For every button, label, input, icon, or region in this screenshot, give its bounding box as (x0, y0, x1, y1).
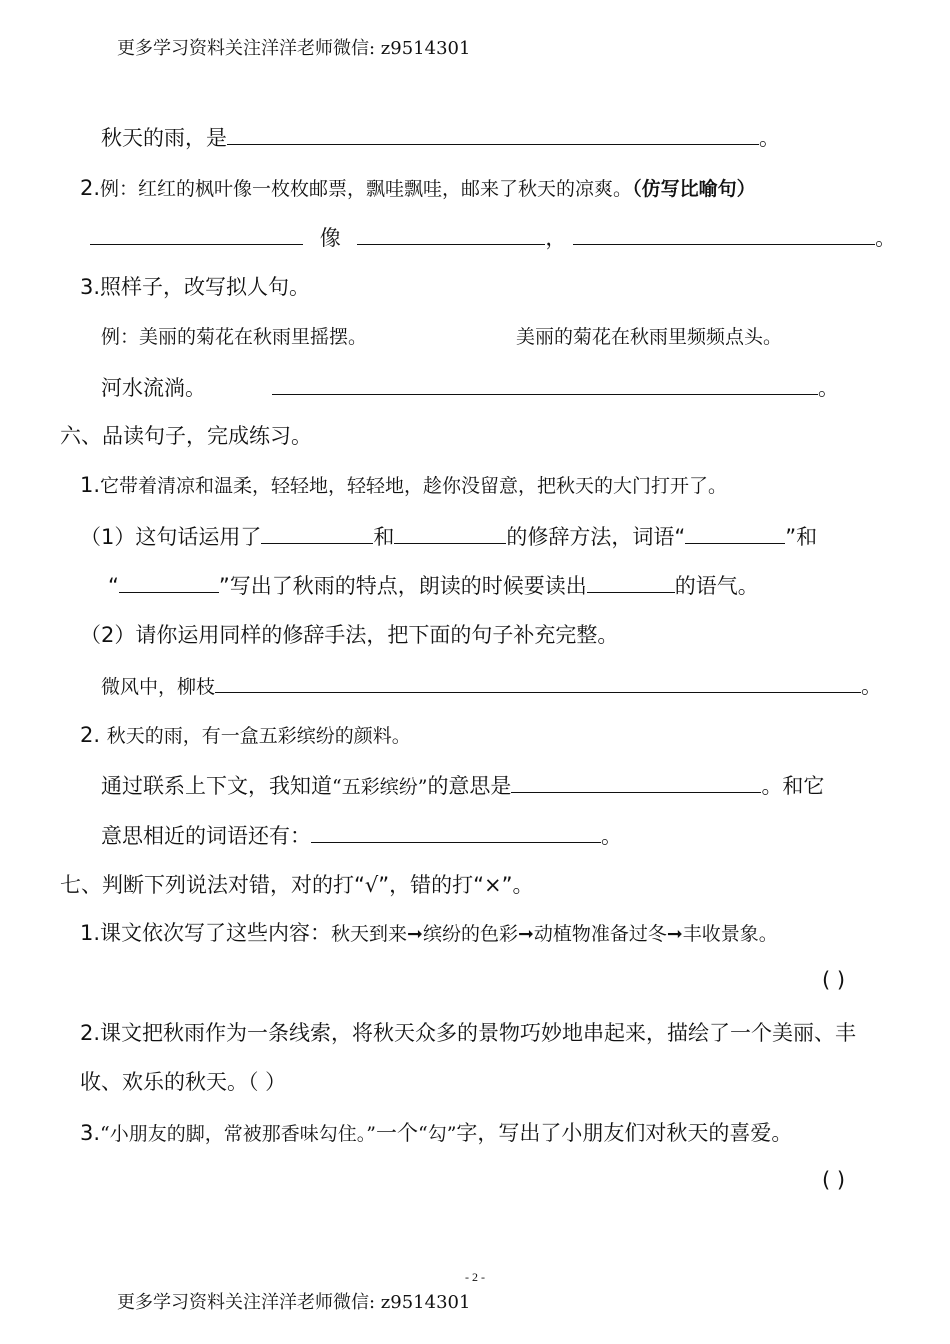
q3-task: 河水流淌。 (101, 376, 206, 400)
s6-sub1-and: 和 (373, 525, 395, 549)
q2-example-line (80, 173, 756, 204)
s6-blank-4[interactable] (119, 570, 219, 593)
s7-item3-answer[interactable]: ( ) (822, 1168, 846, 1192)
s6-item2-q-b: 的意思是 (427, 774, 512, 798)
q2-blank-1[interactable] (90, 222, 303, 245)
s6-item1-label: 1. (80, 473, 101, 497)
s6-item2 (80, 720, 411, 751)
q2-end: 。 (875, 226, 897, 250)
q3-end: 。 (818, 376, 839, 400)
s6-sub1-a: （1）这句话运用了 (80, 525, 262, 549)
s6-item2-q2-label: 意思相近的词语还有： (101, 824, 311, 848)
s6-blank-6[interactable] (215, 670, 861, 693)
q2-answer-line (90, 222, 896, 253)
s6-sub1-c: ”和 (785, 525, 818, 549)
q3-blank[interactable] (272, 372, 818, 395)
q2-blank-2[interactable] (357, 222, 545, 245)
q2-comma: ， (545, 226, 567, 250)
rain-prefix: 秋天的雨，是 (101, 126, 227, 150)
s7-item1 (80, 918, 778, 949)
q2-blank-3[interactable] (573, 222, 875, 245)
s6-blank-1[interactable] (261, 521, 373, 544)
s6-item2-q2-end: 。 (601, 824, 622, 848)
s6-sub1-l2-b: ”写出了秋雨的特点，朗读的时候要读出 (218, 574, 587, 598)
section7-title: 七、判断下列说法对错，对的打“√”，错的打“×”。 (60, 873, 534, 897)
s7-item3-quote: “小朋友的脚，常被那香味勾住。” (100, 1123, 376, 1145)
q2-like: 像 (319, 226, 341, 250)
s7-item3-a: 3. (80, 1121, 101, 1145)
rain-end: 。 (759, 126, 780, 150)
s7-item1-b: 秋天到来➞缤纷的色彩➞动植物准备过冬➞丰收景象。 (331, 923, 778, 945)
s6-sub2-end: 。 (861, 674, 883, 698)
s6-sub1-b: 的修辞方法，词语“ (506, 525, 686, 549)
s6-item2-quote: “五彩缤纷” (332, 776, 428, 798)
s6-item2-label: 2. (80, 723, 101, 747)
s6-sub2: （2）请你运用同样的修辞手法，把下面的句子补充完整。 (80, 623, 619, 647)
s7-item3-d: 字，写出了小朋友们对秋天的喜爱。 (456, 1121, 793, 1145)
s6-item2-text: 秋天的雨，有一盒五彩缤纷的颜料。 (106, 725, 411, 747)
s6-item2-q2 (101, 820, 622, 851)
s6-sub1-l2-a: “ (108, 574, 119, 598)
s7-item2-line2: 收、欢乐的秋天。（ ） (80, 1070, 287, 1094)
s7-item1-answer[interactable]: ( ) (822, 968, 846, 992)
s6-blank-7[interactable] (511, 770, 761, 793)
s6-item2-q-c: 。和它 (761, 774, 825, 798)
s7-item3 (80, 1118, 792, 1149)
s6-sub1-line1 (80, 521, 817, 552)
s6-blank-3[interactable] (685, 521, 785, 544)
s7-item2-line1: 2.课文把秋雨作为一条线索，将秋天众多的景物巧妙地串起来，描绘了一个美丽、丰 (80, 1021, 857, 1045)
s6-sub1-l2-c: 的语气。 (674, 574, 759, 598)
s6-sub2-prefix: 微风中，柳枝 (101, 676, 216, 698)
s7-item1-a: 1.课文依次写了这些内容： (80, 921, 332, 945)
q2-label: 2. (80, 176, 101, 200)
s6-item2-q-a: 通过联系上下文，我知道 (101, 774, 332, 798)
s7-item3-b: 一个 (375, 1121, 418, 1145)
s6-item1-text: 它带着清凉和温柔，轻轻地，轻轻地，趁你没留意，把秋天的大门打开了。 (100, 475, 728, 497)
page-footer: 更多学习资料关注洋洋老师微信: z9514301 (117, 1292, 471, 1313)
s6-blank-8[interactable] (311, 820, 601, 843)
s6-sub2-line (101, 670, 882, 702)
page-number: - 2 - (465, 1270, 485, 1284)
section6-title: 六、品读句子，完成练习。 (60, 424, 312, 448)
s6-blank-2[interactable] (394, 521, 506, 544)
s6-item1 (80, 470, 727, 501)
s6-item2-q (101, 770, 824, 802)
rain-blank[interactable] (227, 122, 759, 145)
q3-task-line (101, 372, 839, 403)
q2-hint: （仿写比喻句） (632, 178, 756, 200)
s7-item3-c: “勾” (417, 1123, 457, 1145)
q3-title: 3.照样子，改写拟人句。 (80, 275, 311, 299)
q3-example-b: 美丽的菊花在秋雨里频频点头。 (516, 326, 783, 348)
q2-example: 例：红红的枫叶像一枚枚邮票，飘哇飘哇，邮来了秋天的凉爽。 (100, 178, 633, 200)
rain-fill-line (101, 122, 780, 153)
q3-example-a: 例：美丽的菊花在秋雨里摇摆。 (101, 326, 368, 348)
s6-sub1-line2 (108, 570, 759, 601)
s6-blank-5[interactable] (587, 570, 675, 593)
page-header: 更多学习资料关注洋洋老师微信: z9514301 (117, 38, 471, 59)
